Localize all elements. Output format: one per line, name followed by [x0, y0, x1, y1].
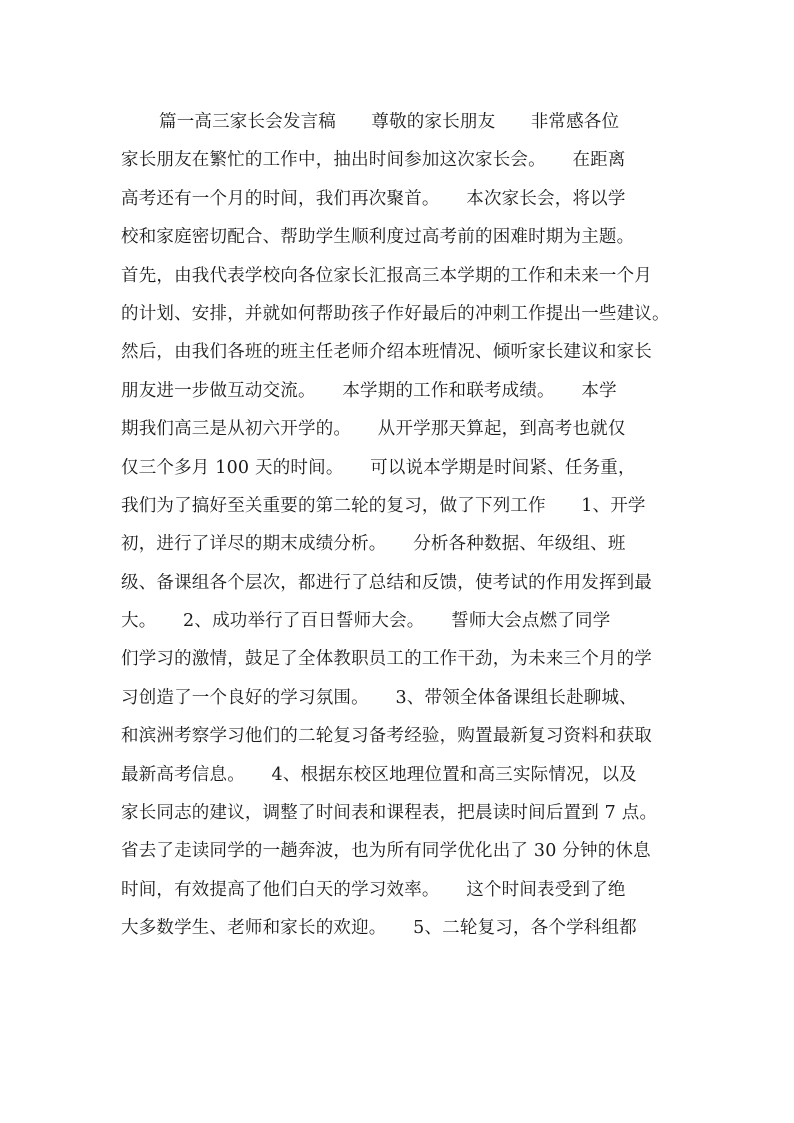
text-line-16: 习创造了一个良好的学习氛围。 3、带领全体备课组长赴聊城、	[121, 687, 637, 708]
text-line-3: 高考还有一个月的时间，我们再次聚首。 本次家长会，将以学	[121, 188, 626, 209]
text-line-15: 们学习的激情，鼓足了全体教职员工的工作干劲，为未来三个月的学	[121, 649, 652, 670]
text-line-12: 初，进行了详尽的期末成绩分析。 分析各种数据、年级组、班	[121, 534, 626, 555]
text-line-20: 省去了走读同学的一趟奔波，也为所有同学优化出了 30 分钟的休息	[121, 841, 651, 862]
text-line-7: 然后，由我们各班的班主任老师介绍本班情况、倾听家长建议和家长	[121, 342, 652, 363]
text-line-14: 大。 2、成功举行了百日誓师大会。 誓师大会点燃了同学	[121, 611, 611, 632]
text-line-21: 时间，有效提高了他们白天的学习效率。 这个时间表受到了绝	[121, 879, 626, 900]
text-line-8: 朋友进一步做互动交流。 本学期的工作和联考成绩。 本学	[121, 380, 617, 401]
text-line-5: 首先，由我代表学校向各位家长汇报高三本学期的工作和未来一个月	[121, 265, 652, 286]
text-line-2: 家长朋友在繁忙的工作中，抽出时间参加这次家长会。 在距离	[121, 150, 626, 171]
text-line-11: 我们为了搞好至关重要的第二轮的复习，做了下列工作 1、开学	[121, 495, 646, 516]
text-line-19: 家长同志的建议，调整了时间表和课程表，把晨读时间后置到 7 点。	[121, 803, 658, 824]
text-line-17: 和滨洲考察学习他们的二轮复习备考经验，购置最新复习资料和获取	[121, 726, 652, 747]
text-line-18: 最新高考信息。 4、根据东校区地理位置和高三实际情况，以及	[121, 764, 637, 785]
body-text	[121, 103, 681, 948]
text-line-22: 大多数学生、老师和家长的欢迎。 5、二轮复习，各个学科组都	[121, 918, 637, 939]
text-line-4: 校和家庭密切配合、帮助学生顺利度过高考前的困难时期为主题。	[121, 227, 635, 248]
text-line-13: 级、备课组各个层次，都进行了总结和反馈，使考试的作用发挥到最	[121, 572, 652, 593]
text-line-6: 的计划、安排，并就如何帮助孩子作好最后的冲刺工作提出一些建议。	[121, 303, 670, 324]
text-line-1: 篇一高三家长会发言稿 尊敬的家长朋友 非常感各位	[159, 112, 620, 132]
text-line-10: 仅三个多月 100 天的时间。 可以说本学期是时间紧、任务重，	[121, 457, 636, 478]
text-line-9: 期我们高三是从初六开学的。 从开学那天算起，到高考也就仅	[121, 419, 626, 440]
